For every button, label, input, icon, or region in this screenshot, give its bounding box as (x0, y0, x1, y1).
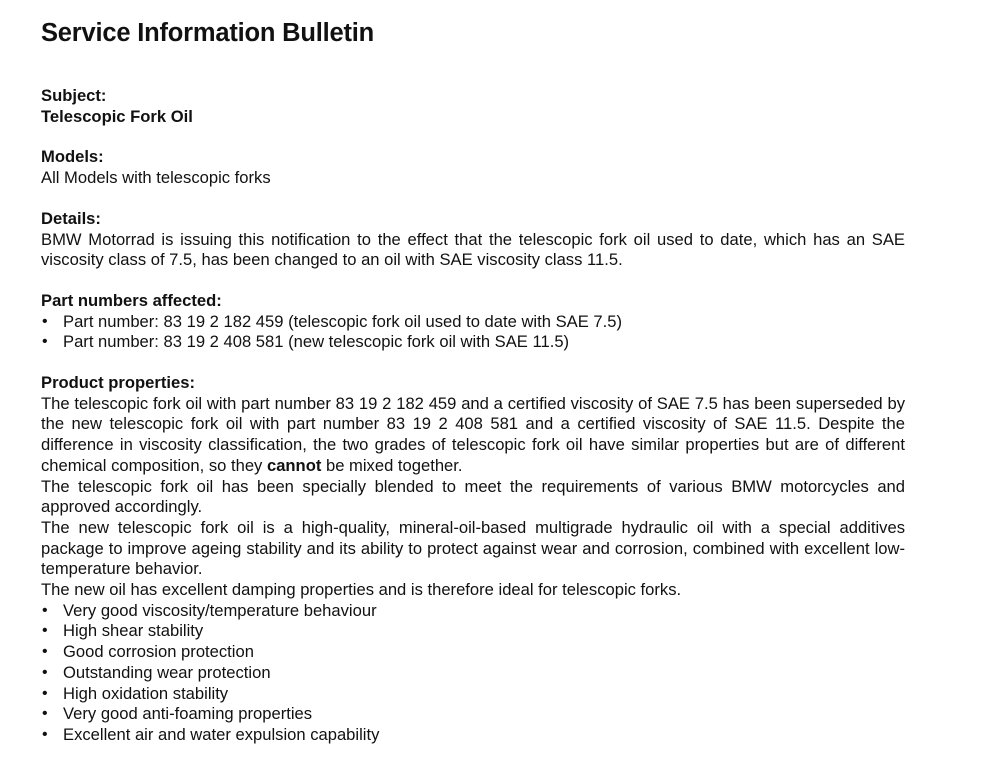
product-properties-paragraph-4: The new oil has excellent damping properties and is therefore ideal for telescopic forks. (41, 580, 682, 600)
list-item (41, 725, 905, 746)
list-item-text: High oxidation stability (63, 683, 229, 703)
bulletin-page (41, 16, 905, 746)
product-properties-paragraph-1 (41, 394, 905, 477)
list-item-text: Very good viscosity/temperature behaviour (63, 600, 377, 620)
properties-list (41, 601, 905, 746)
product-properties-section (41, 373, 905, 746)
list-item (41, 621, 905, 642)
part-numbers-list (41, 312, 905, 353)
part-numbers-heading: Part numbers affected: (41, 290, 222, 310)
details-heading: Details: (41, 208, 101, 228)
list-item (41, 312, 905, 333)
bullet-icon: • (42, 663, 48, 681)
product-properties-paragraph-2: The telescopic fork oil has been specially blended to meet the requirements of various BMW motorcycles and approved accordingly. (41, 476, 905, 517)
bullet-icon: • (42, 725, 48, 743)
paragraph-text: The telescopic fork oil with part number 83 19 2 182 459 and a certified viscosity of SAE 7.5 has been superseded by the new telescopic fork oil with part number 83 19 2 408 581 and a certified viscosity of SAE 11.5. Despite the difference in viscosity classification, the two grades of telescopic fork oil have similar properties but are of different chemical composition, so they (41, 393, 905, 475)
list-item (41, 601, 905, 622)
details-section (41, 209, 905, 271)
bullet-icon: • (42, 643, 48, 661)
subject-value: Telescopic Fork Oil (41, 106, 193, 126)
list-item-text: Good corrosion protection (63, 642, 254, 662)
models-heading: Models: (41, 147, 104, 167)
bullet-icon: • (42, 333, 48, 351)
subject-section (41, 86, 905, 127)
product-properties-paragraph-3: The new telescopic fork oil is a high-quality, mineral-oil-based multigrade hydraulic oil with a special additives package to improve ageing stability and its ability to protect against wear and corrosion, combined with excellent low-temperature behavior. (41, 517, 905, 579)
bullet-icon: • (42, 601, 48, 619)
list-item (41, 663, 905, 684)
page-title: Service Information Bulletin (41, 19, 375, 47)
bullet-icon: • (42, 622, 48, 640)
list-item-text: Part number: 83 19 2 182 459 (telescopic fork oil used to date with SAE 7.5) (63, 311, 622, 331)
list-item-text: Part number: 83 19 2 408 581 (new telescopic fork oil with SAE 11.5) (63, 332, 570, 352)
subject-heading: Subject: (41, 86, 107, 105)
list-item (41, 642, 905, 663)
list-item (41, 332, 905, 353)
list-item-text: Very good anti-foaming properties (63, 704, 313, 724)
part-numbers-section (41, 291, 905, 353)
bullet-icon: • (42, 684, 48, 702)
bullet-icon: • (42, 312, 48, 330)
models-value: All Models with telescopic forks (41, 168, 271, 188)
list-item-text: Outstanding wear protection (63, 662, 271, 682)
bullet-icon: • (42, 705, 48, 723)
list-item (41, 684, 905, 705)
details-text: BMW Motorrad is issuing this notification to the effect that the telescopic fork oil used to date, which has an SAE viscosity class of 7.5, has been changed to an oil with SAE viscosity class 11.5. (41, 229, 905, 270)
list-item (41, 704, 905, 725)
product-properties-heading: Product properties: (41, 373, 195, 393)
emphasis-cannot: cannot (266, 455, 322, 475)
list-item-text: High shear stability (63, 621, 204, 641)
models-section (41, 147, 905, 188)
list-item-text: Excellent air and water expulsion capability (63, 724, 380, 744)
paragraph-text: be mixed together. (321, 455, 463, 475)
